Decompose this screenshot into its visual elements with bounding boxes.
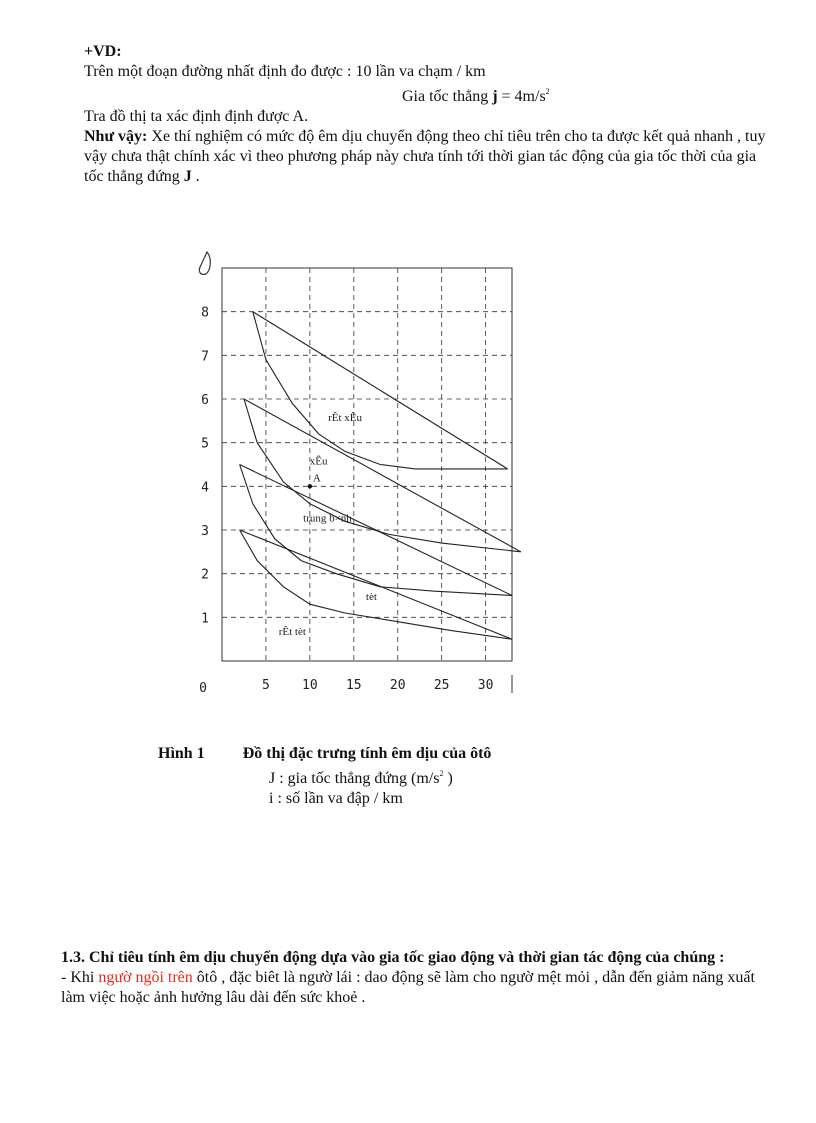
section-bullet <box>61 968 777 1008</box>
legend-i: i : số lần va đập / km <box>269 790 403 807</box>
legend-j <box>158 764 718 789</box>
y-tick-label: 2 <box>201 567 209 583</box>
x-tick-label: 15 <box>345 678 362 693</box>
y-tick-label: 4 <box>201 480 209 496</box>
y-tick-label: 7 <box>201 349 209 365</box>
y-tick-label: 1 <box>201 611 209 627</box>
y-tick-label: 8 <box>201 305 209 321</box>
point-a-marker <box>308 484 312 488</box>
x-tick-label: 30 <box>477 678 494 693</box>
figure-number: Hình 1 <box>158 745 205 762</box>
figure-title: Đồ thị đặc trưng tính êm dịu của ôtô <box>242 745 492 762</box>
region-label: rÊt tèt <box>278 625 306 638</box>
y-tick-label: 5 <box>201 436 209 452</box>
legend-j-end: ) <box>443 770 453 787</box>
region-label: xÊu <box>309 455 328 468</box>
accel-prefix: Gia tốc thẳng <box>402 88 493 105</box>
point-a-label: A <box>312 472 321 485</box>
accel-symbol: j <box>492 88 498 105</box>
example-line-lookup: Tra đồ thị ta xác định định được A. <box>84 108 309 125</box>
region-label: trung b×nh <box>303 512 352 525</box>
example-line-collisions: Trên một đoạn đường nhất định đo được : 10 lần va chạm / km <box>84 63 486 80</box>
x-tick-label: 25 <box>433 678 450 693</box>
caption-title-line <box>158 744 718 764</box>
bullet-prefix: - Khi <box>61 969 99 986</box>
section-title: 1.3. Chỉ tiêu tính êm dịu chuyển động dựa vào gia tốc giao động và thời gian tác động của chúng : <box>61 949 725 966</box>
conclusion-label: Như vậy: <box>84 128 148 145</box>
region-label: rÊt xÊu <box>328 411 362 424</box>
x-tick-label: 10 <box>302 678 318 693</box>
origin-label: 0 <box>199 681 207 696</box>
legend-j-text: J : gia tốc thẳng đứng (m/s <box>269 770 440 787</box>
legend-j-sup: 2 <box>439 769 444 778</box>
figure-caption <box>158 744 718 809</box>
accel-sup: 2 <box>545 87 550 96</box>
series-line <box>244 399 521 552</box>
x-tick-label: 20 <box>389 678 406 693</box>
accel-value: = 4m/s <box>497 88 546 105</box>
series-line <box>253 312 508 469</box>
y-tick-label: 6 <box>201 393 209 408</box>
bullet-text: ôtô , đặc biêt là ngườ lái : dao động sẽ làm cho ngườ mệt mỏi , dẫn đến giảm năng xuất làm việc hoặc ảnh hưởng lâu dài đến sức khoẻ . <box>61 969 755 1006</box>
y-tick-label: 3 <box>201 524 209 539</box>
highlighted-text: ngườ ngồi trên <box>98 969 193 986</box>
conclusion-text: Xe thí nghiệm có mức độ êm dịu chuyển động theo chỉ tiêu trên cho ta được kết quả nhanh , tuy vậy chưa thật chính xác vì theo phương pháp này chưa tính tới thời gian tác động của gia tốc thời của gia tốc thẳng đứng <box>84 128 766 185</box>
example-heading: +VD: <box>84 43 122 60</box>
y-axis-symbol-glyph <box>199 252 210 274</box>
x-tick-label: 5 <box>262 678 270 693</box>
conclusion-end: . <box>191 168 200 185</box>
conclusion-symbol: J <box>183 168 192 185</box>
section-block <box>61 948 777 1008</box>
region-label: tèt <box>365 590 377 603</box>
